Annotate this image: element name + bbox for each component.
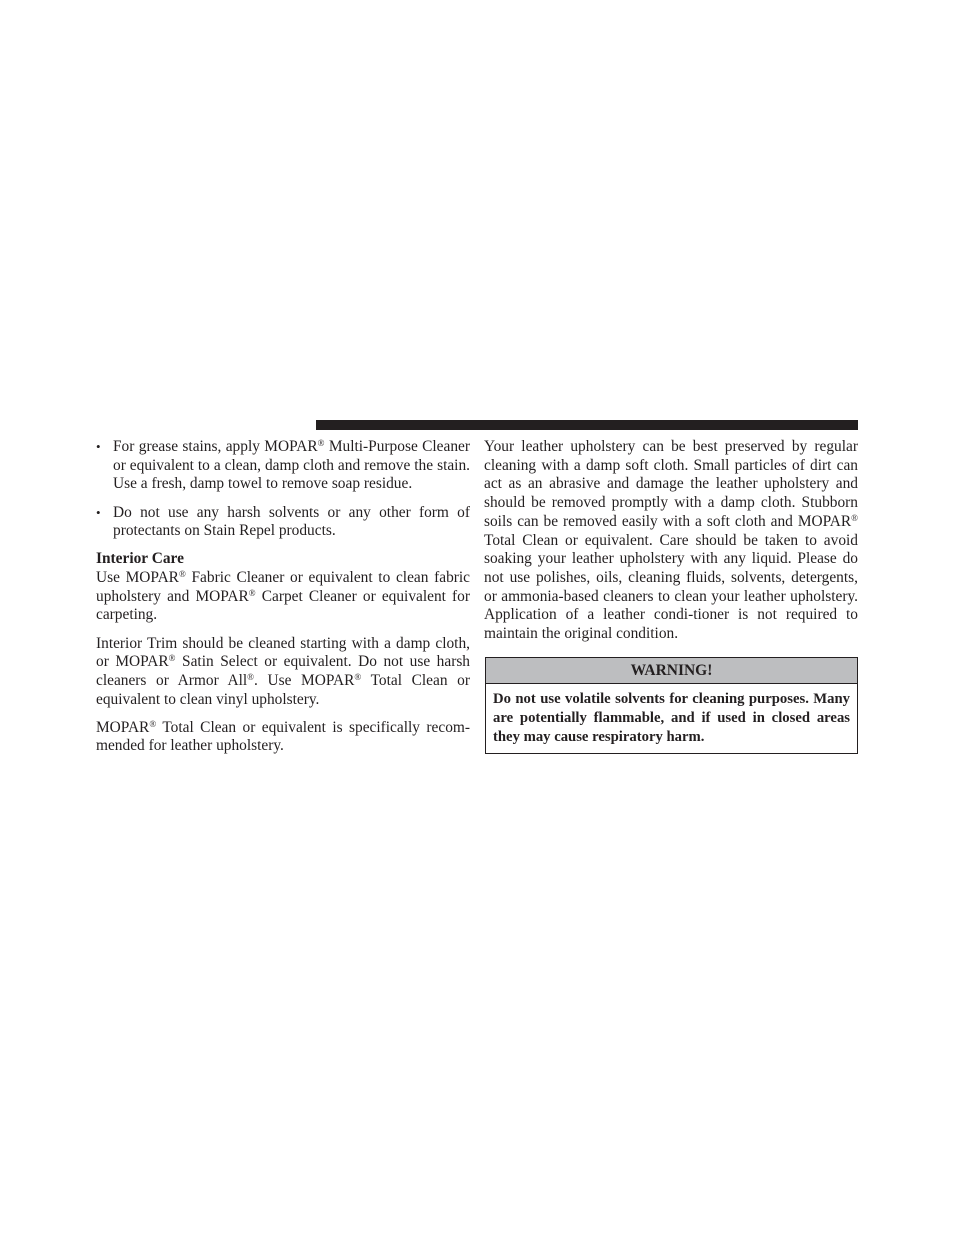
registered-mark: ® [168, 653, 176, 664]
registered-mark: ® [247, 671, 254, 682]
registered-mark: ® [178, 569, 186, 579]
right-column [484, 438, 858, 653]
registered-mark: ® [248, 587, 256, 598]
section-header-rule [316, 420, 858, 430]
paragraph-text: Interior Trim should be cleaned starting with a damp cloth, or MOPAR [96, 634, 470, 671]
paragraph-text: Carpet Cleaner or equivalent for carpeting. [96, 587, 470, 624]
paragraph-text: Use MOPAR [96, 569, 179, 586]
interior-care-paragraph [96, 569, 470, 625]
paragraph-text: Fabric Cleaner or equivalent to clean fabric upholstery and MOPAR [96, 569, 470, 605]
bullet-text: For grease stains, apply MOPAR [113, 438, 318, 455]
warning-box [485, 657, 858, 754]
paragraph-text: Your leather upholstery can be best preserved by regular cleaning with a damp soft cloth. Small particles of dirt can act as an abrasive and damage the leather upholstery and should be removed promptly with a damp cloth. Stubborn soils can be removed easily with a soft cloth and MOPAR [484, 438, 858, 530]
registered-mark: ® [149, 718, 157, 729]
paragraph-text: . Use MOPAR [254, 671, 355, 689]
stain-care-bullet-list [96, 438, 470, 541]
bullet-icon: • [96, 504, 101, 520]
paragraph-text: MOPAR [96, 718, 150, 736]
leather-recommendation-paragraph [96, 719, 470, 756]
paragraph-text: Total Clean or equivalent. Care should be taken to avoid soaking your leather upholstery with any liquid. Please do not use polishes, oils, cleaning fluids, solvents, detergents, or ammonia-based cleaners to clean your leather upholstery. Application of a leather condi-tioner is not required to maintain the original condition. [484, 531, 858, 643]
bullet-item-grease-stains [96, 438, 470, 494]
leather-care-paragraph [484, 438, 858, 644]
warning-body: Do not use volatile solvents for cleaning purposes. Many are potentially flammable, and if used in closed areas they may cause respiratory harm. [493, 691, 850, 745]
bullet-icon: • [96, 439, 101, 454]
registered-mark: ® [317, 438, 325, 448]
bullet-text: Multi-Purpose Cleaner or equivalent to a clean, damp cloth and remove the stain. Use a fresh, damp towel to remove soap residue. [113, 438, 471, 493]
paragraph-text: Total Clean or equivalent to clean vinyl upholstery. [96, 671, 470, 708]
interior-care-heading: Interior Care [96, 550, 184, 568]
warning-title: WARNING! [486, 658, 857, 684]
paragraph-text: Total Clean or equivalent is specifically recom-mended for leather upholstery. [96, 718, 470, 755]
left-column [96, 438, 470, 766]
registered-mark: ® [354, 671, 362, 682]
bullet-item-harsh-solvents [96, 504, 470, 541]
paragraph-text: Satin Select or equivalent. Do not use harsh cleaners or Armor All [96, 653, 471, 689]
bullet-text: Do not use any harsh solvents or any other form of protectants on Stain Repel products. [113, 503, 470, 540]
interior-trim-paragraph [96, 635, 470, 710]
registered-mark: ® [851, 512, 858, 523]
